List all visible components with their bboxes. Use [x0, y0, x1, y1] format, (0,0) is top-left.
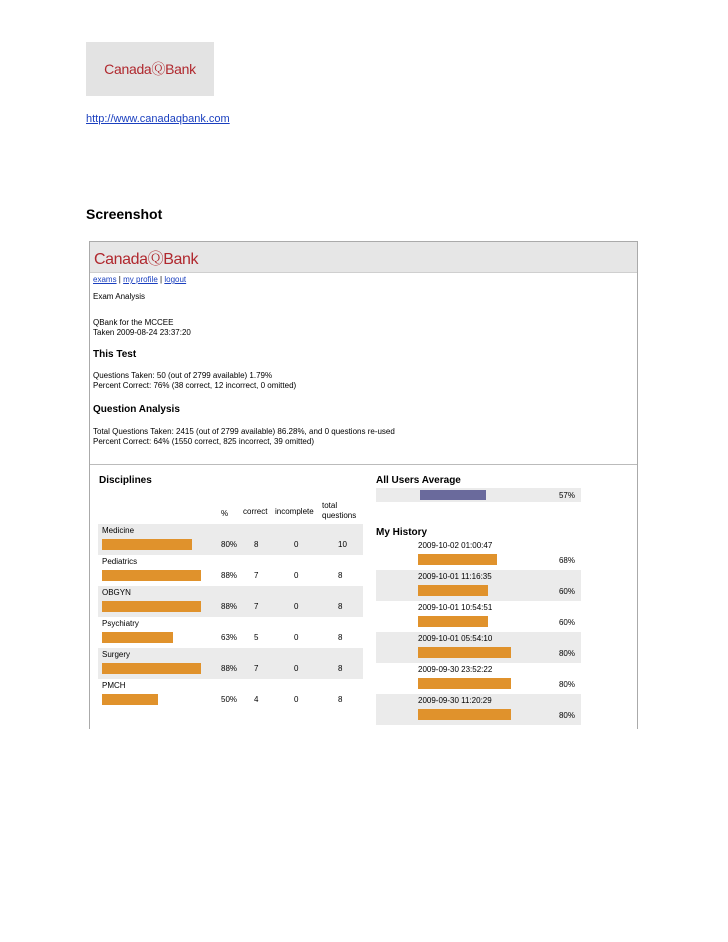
history-pct: 68%: [558, 556, 575, 565]
discipline-correct: 4: [254, 695, 259, 704]
discipline-row: [98, 648, 363, 679]
discipline-bar: [102, 663, 201, 674]
nav-separator: |: [160, 275, 163, 284]
discipline-row: [98, 617, 363, 648]
discipline-name: OBGYN: [102, 588, 131, 597]
col-header-total: total: [322, 501, 338, 510]
discipline-total: 8: [338, 695, 343, 704]
history-row: [376, 539, 581, 570]
nav-profile-link[interactable]: my profile: [123, 275, 158, 284]
discipline-bar: [102, 539, 192, 550]
col-header-questions: questions: [322, 511, 357, 520]
discipline-pct: 88%: [221, 571, 238, 580]
discipline-incomplete: 0: [294, 602, 299, 611]
history-date: 2009-09-30 11:20:29: [418, 696, 492, 705]
discipline-name: Psychiatry: [102, 619, 139, 628]
history-row: [376, 570, 581, 601]
discipline-name: Pediatrics: [102, 557, 138, 566]
discipline-row: [98, 555, 363, 586]
app-logo: CanadaⓆBank: [94, 250, 199, 268]
history-date: 2009-10-02 01:00:47: [418, 541, 493, 550]
discipline-pct: 50%: [221, 695, 238, 704]
screenshot-heading: Screenshot: [86, 206, 163, 222]
all-users-average-bar: [420, 490, 486, 500]
discipline-correct: 8: [254, 540, 259, 549]
history-pct: 60%: [558, 587, 575, 596]
history-pct: 60%: [558, 618, 575, 627]
discipline-total: 10: [338, 540, 347, 549]
exam-name: QBank for the MCCEE: [93, 318, 174, 327]
nav-links: [93, 275, 186, 284]
history-bar: [418, 709, 511, 720]
discipline-row: [98, 524, 363, 555]
col-header-pct: %: [221, 509, 229, 518]
discipline-bar: [102, 570, 201, 581]
col-header-incomplete: incomplete: [275, 507, 314, 516]
discipline-correct: 7: [254, 602, 259, 611]
history-row: [376, 601, 581, 632]
history-bar: [418, 554, 497, 565]
discipline-bar: [102, 601, 201, 612]
history-bar: [418, 585, 488, 596]
history-bar: [418, 678, 511, 689]
history-pct: 80%: [558, 649, 575, 658]
exam-analysis-label: Exam Analysis: [93, 292, 146, 301]
discipline-total: 8: [338, 664, 343, 673]
history-row: [376, 694, 581, 725]
my-history-title: My History: [376, 527, 428, 538]
discipline-pct: 88%: [221, 602, 238, 611]
discipline-incomplete: 0: [294, 633, 299, 642]
discipline-incomplete: 0: [294, 540, 299, 549]
history-date: 2009-10-01 05:54:10: [418, 634, 493, 643]
discipline-correct: 7: [254, 571, 259, 580]
discipline-bar: [102, 632, 173, 643]
col-header-correct: correct: [243, 507, 268, 516]
discipline-pct: 80%: [221, 540, 238, 549]
doc-logo-text: CanadaⓆBank: [104, 61, 196, 77]
history-row: [376, 632, 581, 663]
question-analysis-percent: Percent Correct: 64% (1550 correct, 825 incorrect, 39 omitted): [93, 437, 314, 446]
this-test-percent: Percent Correct: 76% (38 correct, 12 incorrect, 0 omitted): [93, 381, 297, 390]
app-header: [90, 242, 637, 273]
history-bar: [418, 647, 511, 658]
this-test-title: This Test: [93, 349, 137, 360]
doc-logo: [86, 42, 214, 96]
all-users-average-pct: 57%: [558, 491, 575, 500]
disciplines-title: Disciplines: [99, 475, 152, 486]
nav-logout-link[interactable]: logout: [164, 275, 187, 284]
discipline-total: 8: [338, 602, 343, 611]
nav-separator: |: [118, 275, 121, 284]
history-pct: 80%: [558, 680, 575, 689]
app-screenshot: [89, 241, 638, 729]
discipline-name: Medicine: [102, 526, 135, 535]
history-date: 2009-10-01 10:54:51: [418, 603, 493, 612]
discipline-correct: 5: [254, 633, 259, 642]
discipline-row: [98, 679, 363, 710]
discipline-correct: 7: [254, 664, 259, 673]
history-row: [376, 663, 581, 694]
discipline-row: [98, 586, 363, 617]
discipline-name: Surgery: [102, 650, 131, 659]
this-test-questions: Questions Taken: 50 (out of 2799 available) 1.79%: [93, 371, 273, 380]
question-analysis-questions: Total Questions Taken: 2415 (out of 2799 available) 86.28%, and 0 questions re-used: [93, 427, 395, 436]
discipline-total: 8: [338, 571, 343, 580]
website-link[interactable]: http://www.canadaqbank.com: [86, 113, 230, 125]
discipline-bar: [102, 694, 158, 705]
discipline-pct: 88%: [221, 664, 238, 673]
history-pct: 80%: [558, 711, 575, 720]
exam-taken-date: Taken 2009-08-24 23:37:20: [93, 328, 191, 337]
discipline-incomplete: 0: [294, 664, 299, 673]
history-bar: [418, 616, 488, 627]
discipline-incomplete: 0: [294, 571, 299, 580]
discipline-pct: 63%: [221, 633, 238, 642]
discipline-total: 8: [338, 633, 343, 642]
question-analysis-title: Question Analysis: [93, 404, 180, 415]
discipline-name: PMCH: [102, 681, 126, 690]
history-date: 2009-10-01 11:16:35: [418, 572, 492, 581]
all-users-average-title: All Users Average: [376, 475, 461, 486]
discipline-incomplete: 0: [294, 695, 299, 704]
section-divider: [90, 464, 637, 465]
nav-exams-link[interactable]: exams: [93, 275, 117, 284]
history-date: 2009-09-30 23:52:22: [418, 665, 493, 674]
all-users-average-row: [376, 488, 581, 502]
